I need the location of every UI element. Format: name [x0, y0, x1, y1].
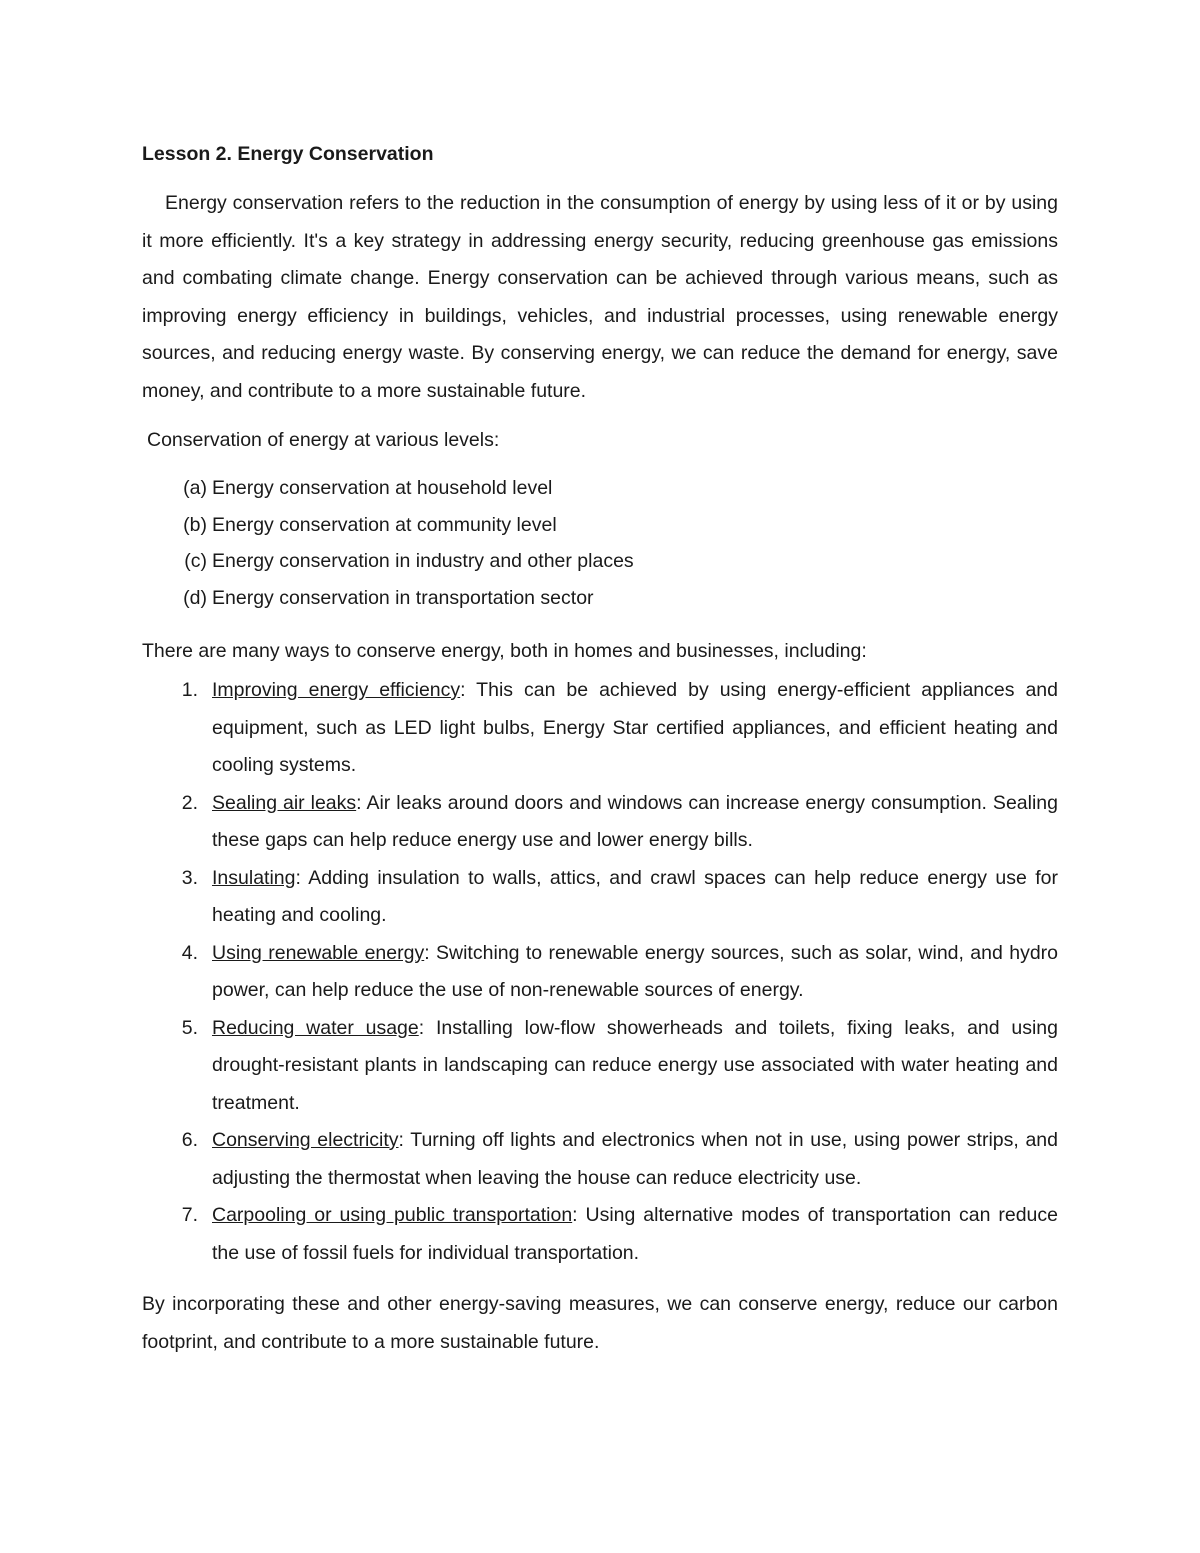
levels-heading: Conservation of energy at various levels:	[147, 429, 500, 451]
list-item	[142, 1010, 1058, 1123]
list-item	[142, 1197, 1058, 1272]
list-item-body	[212, 1197, 1058, 1272]
list-marker: (c)	[184, 550, 207, 572]
closing-paragraph: By incorporating these and other energy-saving measures, we can conserve energy, reduce our carbon footprint, and contribute to a more sustainable future.	[142, 1293, 1058, 1353]
list-number: 2.	[181, 791, 198, 814]
ways-list	[142, 672, 1058, 1272]
list-item-body	[212, 672, 1058, 785]
list-number: 1.	[181, 679, 198, 701]
list-item-term: Insulating	[212, 866, 296, 889]
list-item-text: : Switching to renewable energy sources, such as solar, wind, and hydro power, can help reduce the use of non-renewable sources of energy.	[212, 941, 1059, 1001]
list-marker: (b)	[183, 513, 207, 536]
list-item-text: Energy conservation in transportation sector	[212, 586, 594, 609]
list-number: 4.	[181, 941, 198, 964]
list-item-term: Conserving electricity	[212, 1129, 399, 1151]
list-item-text: Energy conservation at household level	[212, 477, 553, 499]
list-item-body	[212, 1010, 1058, 1123]
list-item-text: : Turning off lights and electronics when not in use, using power strips, and adjusting the thermostat when leaving the house can reduce electricity use.	[212, 1129, 1058, 1189]
list-item	[142, 785, 1058, 860]
lesson-title: Lesson 2. Energy Conservation	[142, 143, 434, 165]
list-item-term: Sealing air leaks	[212, 791, 357, 814]
list-marker: (a)	[183, 477, 207, 499]
list-item-term: Improving energy efficiency	[212, 679, 461, 701]
list-item	[142, 935, 1058, 1010]
list-item	[142, 507, 1058, 544]
ways-heading: There are many ways to conserve energy, both in homes and businesses, including:	[142, 640, 867, 662]
list-item-term: Using renewable energy	[212, 941, 425, 964]
list-number: 5.	[181, 1016, 198, 1039]
levels-list	[142, 470, 1058, 616]
list-item-text: : Using alternative modes of transportation can reduce the use of fossil fuels for individual transportation.	[212, 1204, 1058, 1264]
list-item-text: Energy conservation in industry and other places	[212, 550, 634, 572]
list-number: 3.	[181, 866, 198, 889]
list-number: 7.	[181, 1204, 198, 1226]
list-item-text: : Adding insulation to walls, attics, and crawl spaces can help reduce energy use for heating and cooling.	[212, 866, 1058, 926]
list-item-text: : Air leaks around doors and windows can increase energy consumption. Sealing these gaps can help reduce energy use and lower energy bills.	[212, 791, 1058, 851]
list-marker: (d)	[183, 586, 207, 609]
document-page	[142, 138, 1058, 1361]
list-item	[142, 860, 1058, 935]
list-item-text: : Installing low-flow showerheads and toilets, fixing leaks, and using drought-resistant plants in landscaping can reduce energy use associated with water heating and treatment.	[212, 1016, 1058, 1114]
list-item-body	[212, 935, 1058, 1010]
list-item	[142, 543, 1058, 580]
list-item	[142, 1122, 1058, 1197]
list-item-text: : This can be achieved by using energy-efficient appliances and equipment, such as LED light bulbs, Energy Star certified appliances, and efficient heating and cooling systems.	[212, 679, 1058, 776]
list-item-text: Energy conservation at community level	[212, 513, 557, 536]
list-item-term: Carpooling or using public transportation	[212, 1204, 573, 1226]
list-item-body	[212, 785, 1058, 860]
list-number: 6.	[181, 1129, 198, 1151]
list-item-body	[212, 860, 1058, 935]
list-item	[142, 470, 1058, 507]
list-item-body	[212, 1122, 1058, 1197]
list-item-term: Reducing water usage	[212, 1016, 419, 1039]
list-item	[142, 580, 1058, 617]
intro-paragraph: Energy conservation refers to the reduction in the consumption of energy by using less of it or by using it more efficiently. It's a key strategy in addressing energy security, reducing greenhouse gas emissions and combating climate change. Energy conservation can be achieved through various means, such as improving energy efficiency in buildings, vehicles, and industrial processes, using renewable energy sources, and reducing energy waste. By conserving energy, we can reduce the demand for energy, save money, and contribute to a more sustainable future.	[142, 192, 1058, 402]
list-item	[142, 672, 1058, 785]
